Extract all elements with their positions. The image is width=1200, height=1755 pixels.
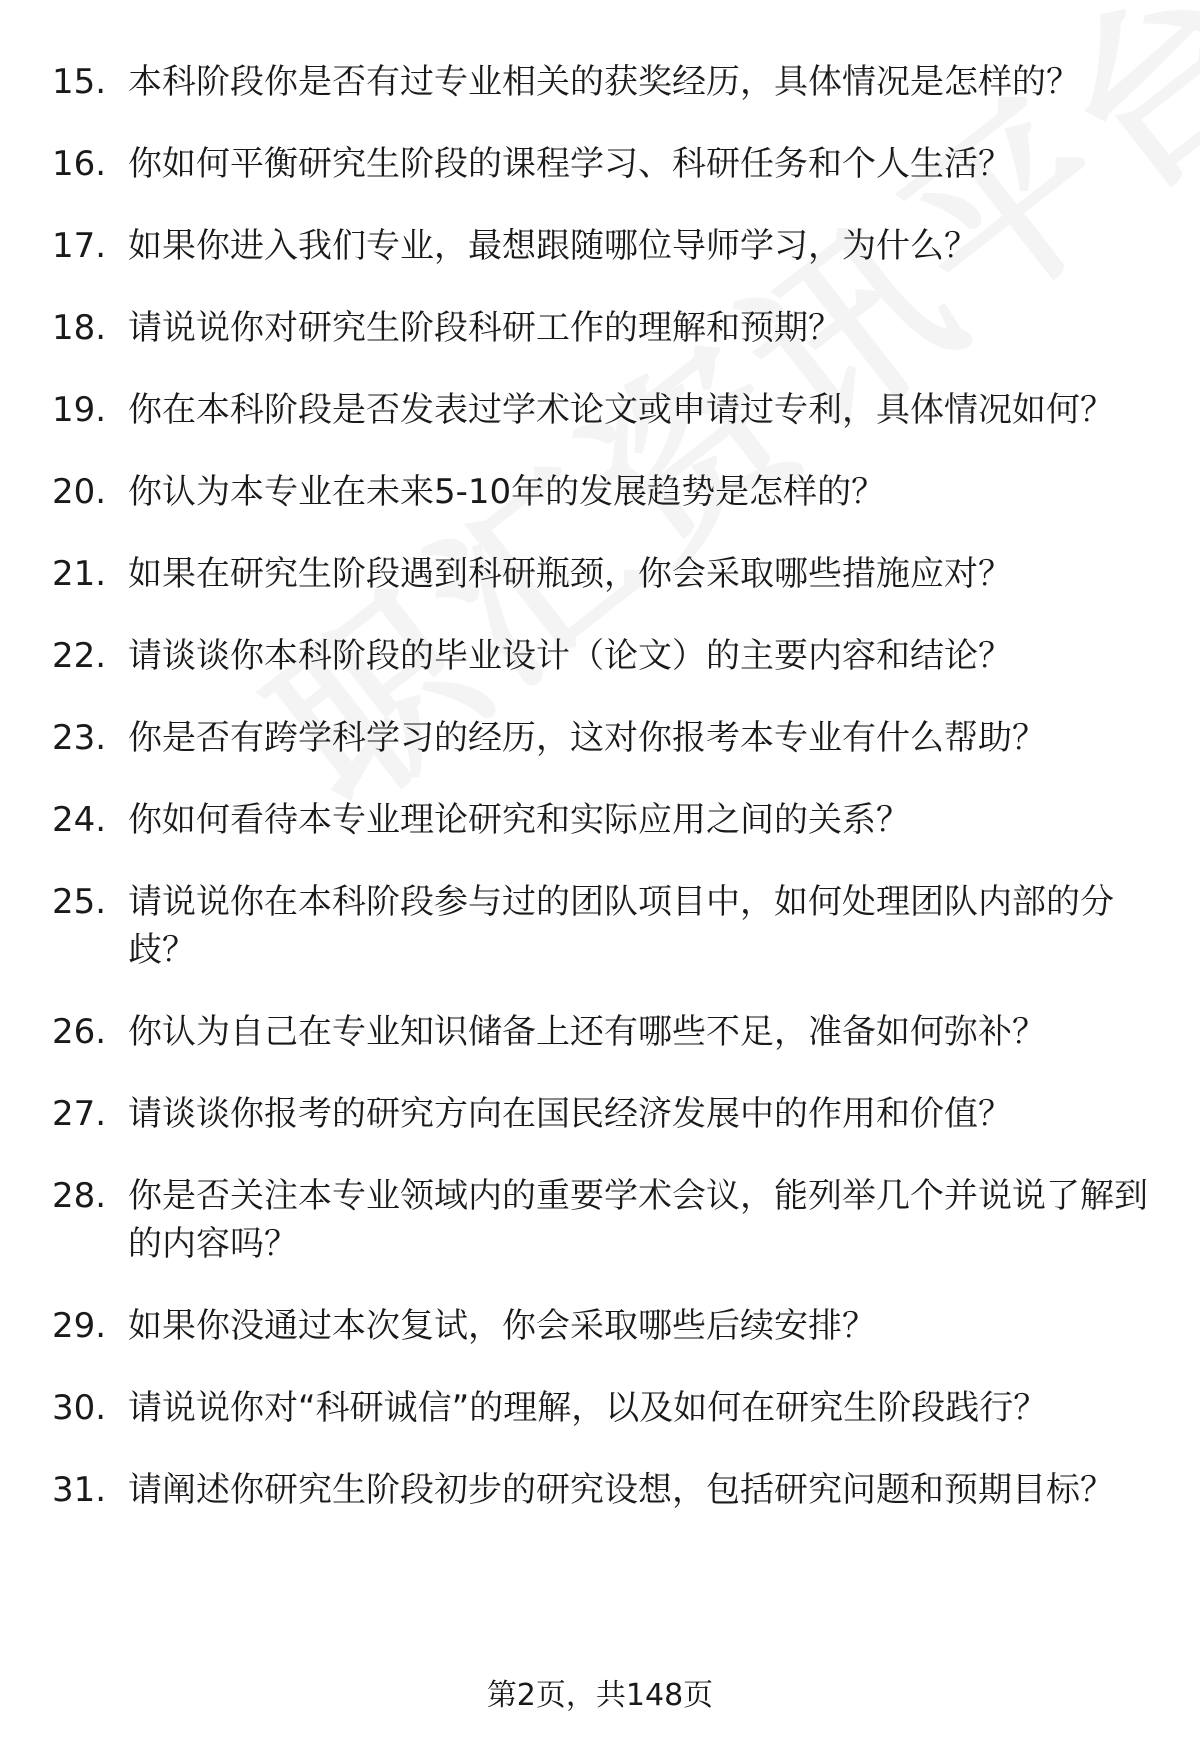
question-item (0, 1090, 1200, 1138)
question-number: 20. (52, 472, 107, 512)
question-text: 请谈谈你本科阶段的毕业设计（论文）的主要内容和结论？ (128, 636, 1012, 676)
question-text: 你如何平衡研究生阶段的课程学习、科研任务和个人生活？ (128, 144, 1012, 184)
question-text: 如果你没通过本次复试，你会采取哪些后续安排？ (128, 1306, 876, 1346)
question-number: 27. (52, 1094, 107, 1134)
question-number: 25. (52, 882, 107, 922)
question-item (0, 468, 1200, 516)
question-number: 29. (52, 1306, 107, 1346)
question-text: 本科阶段你是否有过专业相关的获奖经历，具体情况是怎样的？ (128, 62, 1080, 102)
question-text: 如果你进入我们专业，最想跟随哪位导师学习，为什么？ (128, 226, 978, 266)
question-number: 22. (52, 636, 107, 676)
question-item (0, 304, 1200, 352)
question-item (0, 386, 1200, 434)
question-number: 15. (52, 62, 107, 102)
question-number: 24. (52, 800, 107, 840)
question-number: 31. (52, 1470, 107, 1510)
question-item (0, 58, 1200, 106)
page-footer: 第2页，共148页 (486, 1678, 714, 1713)
question-item (0, 632, 1200, 680)
question-text: 你认为自己在专业知识储备上还有哪些不足，准备如何弥补？ (128, 1012, 1046, 1052)
question-item (0, 1172, 1200, 1268)
question-text: 请说说你对“科研诚信”的理解，以及如何在研究生阶段践行？ (128, 1388, 1048, 1428)
question-number: 19. (52, 390, 107, 430)
question-text: 你如何看待本专业理论研究和实际应用之间的关系？ (128, 800, 910, 840)
question-number: 17. (52, 226, 107, 266)
question-text: 请阐述你研究生阶段初步的研究设想，包括研究问题和预期目标？ (128, 1470, 1114, 1510)
question-item (0, 140, 1200, 188)
question-text: 如果在研究生阶段遇到科研瓶颈，你会采取哪些措施应对？ (128, 554, 1012, 594)
question-number: 23. (52, 718, 107, 758)
question-number: 26. (52, 1012, 107, 1052)
question-item (0, 714, 1200, 762)
question-item (0, 1302, 1200, 1350)
question-item (0, 796, 1200, 844)
question-item (0, 1466, 1200, 1514)
question-text: 请说说你对研究生阶段科研工作的理解和预期？ (128, 308, 842, 348)
question-number: 16. (52, 144, 107, 184)
question-text: 请说说你在本科阶段参与过的团队项目中，如何处理团队内部的分歧？ (128, 882, 1114, 970)
question-text: 你认为本专业在未来5-10年的发展趋势是怎样的？ (128, 472, 886, 512)
question-item (0, 1008, 1200, 1056)
question-number: 28. (52, 1176, 107, 1216)
question-number: 18. (52, 308, 107, 348)
question-text: 你是否有跨学科学习的经历，这对你报考本专业有什么帮助？ (128, 718, 1046, 758)
question-item (0, 1384, 1200, 1432)
question-list (0, 58, 1200, 1548)
question-number: 21. (52, 554, 107, 594)
question-item (0, 222, 1200, 270)
question-text: 请谈谈你报考的研究方向在国民经济发展中的作用和价值？ (128, 1094, 1012, 1134)
question-text: 你是否关注本专业领域内的重要学术会议，能列举几个并说说了解到的内容吗？ (128, 1176, 1148, 1264)
question-number: 30. (52, 1388, 107, 1428)
question-text: 你在本科阶段是否发表过学术论文或申请过专利，具体情况如何？ (128, 390, 1114, 430)
question-item (0, 550, 1200, 598)
question-item (0, 878, 1200, 974)
